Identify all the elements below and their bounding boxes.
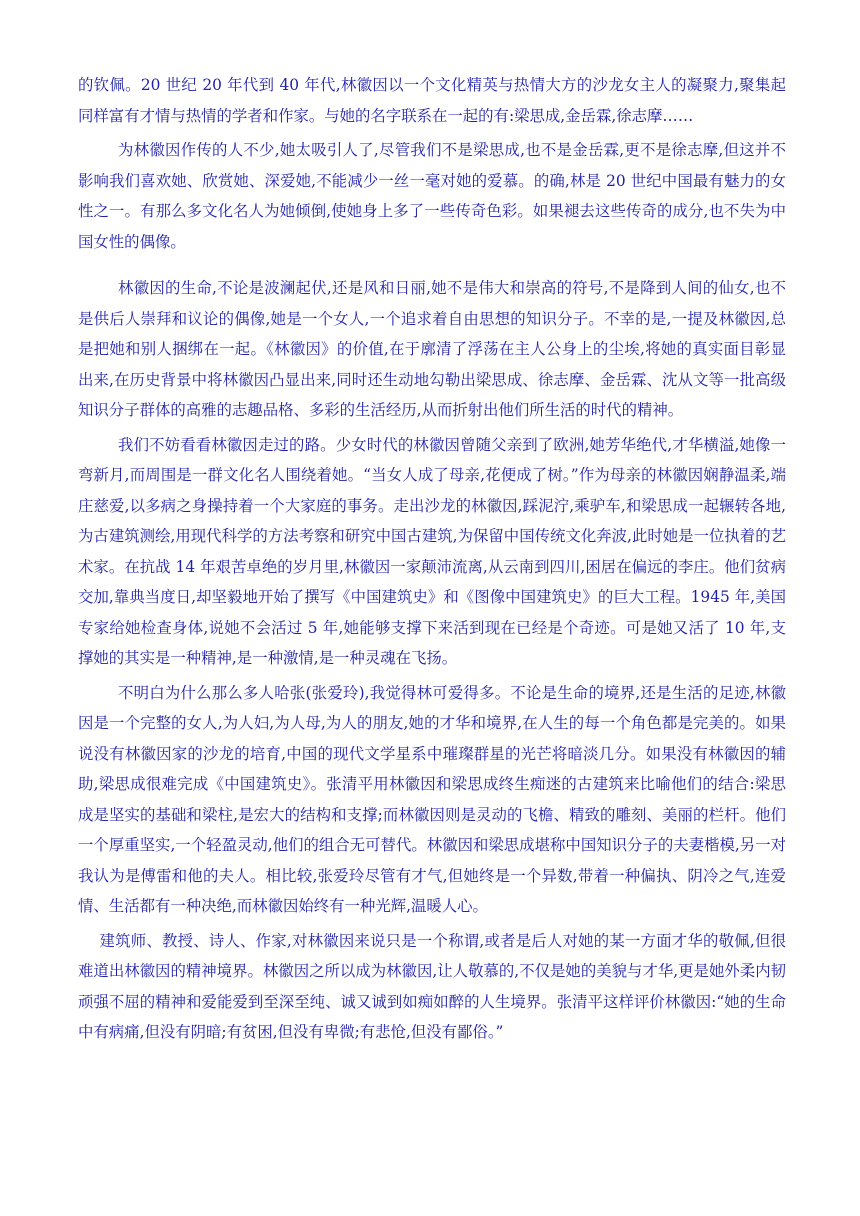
paragraph-3: 林徽因的生命,不论是波澜起伏,还是风和日丽,她不是伟大和崇高的符号,不是降到人间的仙女,也不是供后人崇拜和议论的偶像,她是一个女人,一个追求着自由思想的知识分子。不幸的是,一提及林徽因,总是把她和别人捆绑在一起。《林徽因》的价值,在于廓清了浮荡在主人公身上的尘埃,将她的真实面目彰显出来,在历史背景中将林徽因凸显出来,同时还生动地勾勒出梁思成、徐志摩、金岳霖、沈从文等一批高级知识分子群体的高雅的志趣品格、多彩的生活经历,从而折射出他们所生活的时代的精神。 <box>78 279 786 419</box>
paragraph-1: 的钦佩。20 世纪 20 年代到 40 年代,林徽因以一个文化精英与热情大方的沙龙女主人的凝聚力,聚集起同样富有才情与热情的学者和作家。与她的名字联系在一起的有:梁思成,金岳霖,徐志摩…… <box>78 76 786 125</box>
paragraph-4: 我们不妨看看林徽因走过的路。少女时代的林徽因曾随父亲到了欧洲,她芳华绝代,才华横溢,她像一弯新月,而周围是一群文化名人围绕着她。“当女人成了母亲,花便成了树。”作为母亲的林徽因娴静温柔,端庄慈爱,以多病之身操持着一个大家庭的事务。走出沙龙的林徽因,踩泥泞,乘驴车,和梁思成一起辗转各地,为古建筑测绘,用现代科学的方法考察和研究中国古建筑,为保留中国传统文化奔波,此时她是一位执着的艺术家。在抗战 14 年艰苦卓绝的岁月里,林徽因一家颠沛流离,从云南到四川,困居在偏远的李庄。他们贫病交加,靠典当度日,却坚毅地开始了撰写《中国建筑史》和《图像中国建筑史》的巨大工程。1945 年,美国专家给她检查身体,说她不会活过 5 年,她能够支撑下来活到现在已经是个奇迹。可是她又活了 10 年,支撑她的其实是一种精神,是一种激情,是一种灵魂在飞扬。 <box>78 435 786 667</box>
paragraph-6: 建筑师、教授、诗人、作家,对林徽因来说只是一个称谓,或者是后人对她的某一方面才华的敬佩,但很难道出林徽因的精神境界。林徽因之所以成为林徽因,让人敬慕的,不仅是她的美貌与才华,更是她外柔内韧顽强不屈的精神和爱能爱到至深至纯、诚又诚到如痴如醉的人生境界。张清平这样评价林徽因:“她的生命中有病痛,但没有阴暗;有贫困,但没有卑微;有悲怆,但没有鄙俗。” <box>78 931 786 1041</box>
paragraph-2: 为林徽因作传的人不少,她太吸引人了,尽管我们不是梁思成,也不是金岳霖,更不是徐志摩,但这并不影响我们喜欢她、欣赏她、深爱她,不能减少一丝一毫对她的爱慕。的确,林是 20 世纪中国最有魅力的女性之一。有那么多文化名人为她倾倒,使她身上多了一些传奇色彩。如果褪去这些传奇的成分,也不失为中国女性的偶像。 <box>78 141 786 251</box>
document-body <box>78 70 786 1052</box>
paragraph-5: 不明白为什么那么多人哈张(张爱玲),我觉得林可爱得多。不论是生命的境界,还是生活的足迹,林徽因是一个完整的女人,为人妇,为人母,为人的朋友,她的才华和境界,在人生的每一个角色都是完美的。如果说没有林徽因家的沙龙的培育,中国的现代文学星系中璀璨群星的光芒将暗淡几分。如果没有林徽因的辅助,梁思成很难完成《中国建筑史》。张清平用林徽因和梁思成终生痴迷的古建筑来比喻他们的结合:梁思成是坚实的基础和梁柱,是宏大的结构和支撑;而林徽因则是灵动的飞檐、精致的雕刻、美丽的栏杆。他们一个厚重坚实,一个轻盈灵动,他们的组合无可替代。林徽因和梁思成堪称中国知识分子的夫妻楷模,另一对我认为是傅雷和他的夫人。相比较,张爱玲尽管有才气,但她终是一个异数,带着一种偏执、阴冷之气,连爱情、生活都有一种决绝,而林徽因始终有一种光辉,温暖人心。 <box>78 683 786 915</box>
